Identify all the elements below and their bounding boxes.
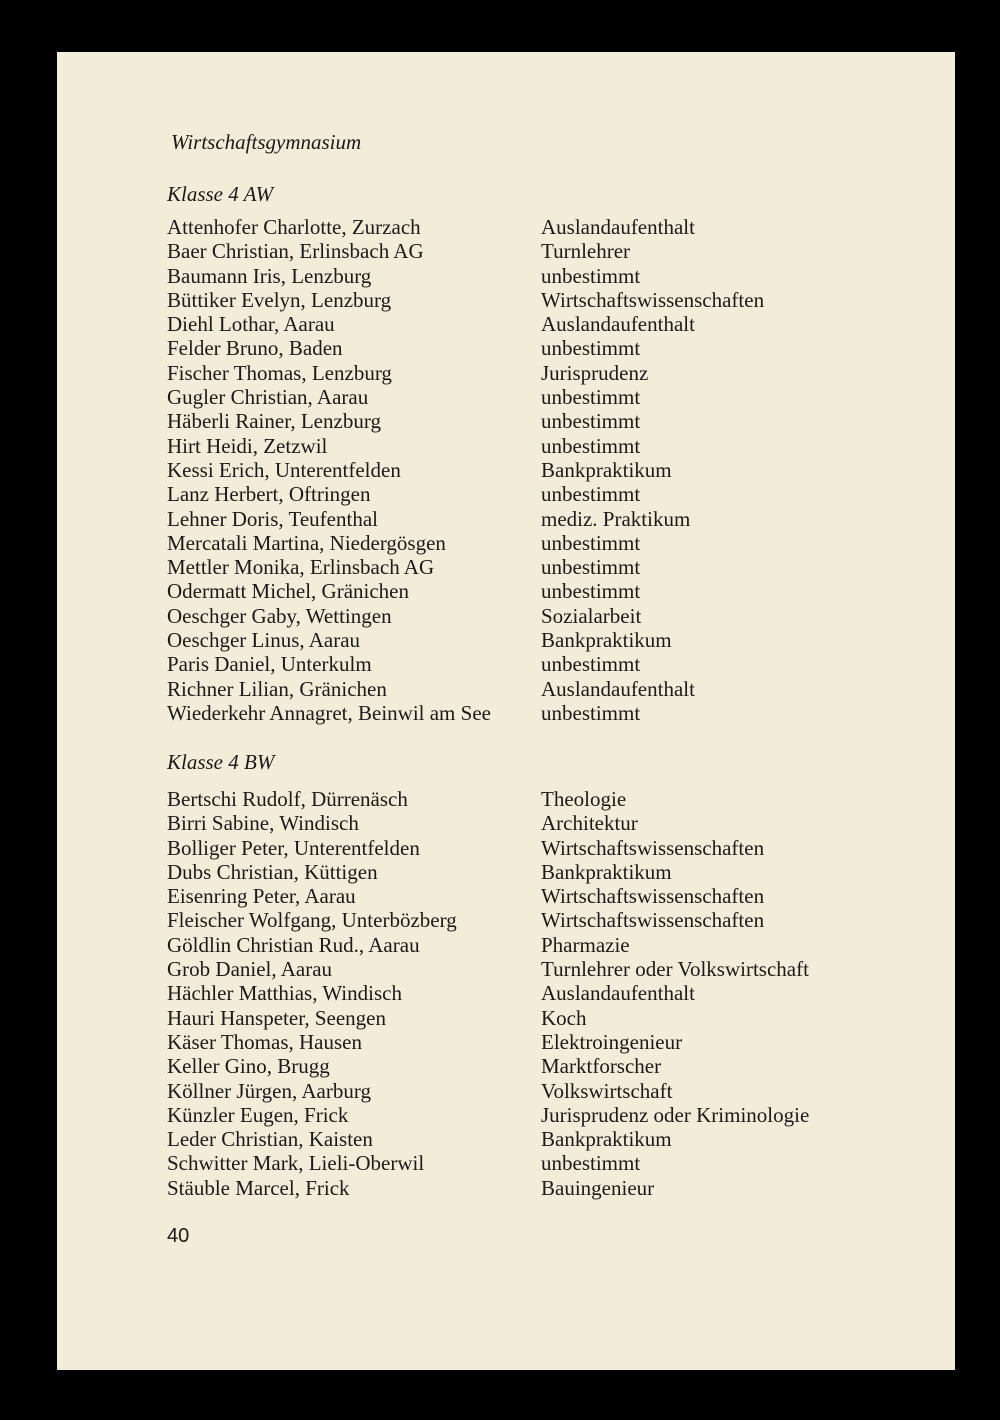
student-name: Keller Gino, Brugg — [167, 1054, 330, 1079]
career-plan: unbestimmt — [541, 336, 641, 361]
career-plan: Bankpraktikum — [541, 1127, 672, 1152]
list-item — [167, 507, 927, 531]
student-name: Kessi Erich, Unterentfelden — [167, 457, 401, 482]
student-name: Paris Daniel, Unterkulm — [167, 652, 372, 677]
student-name: Künzler Eugen, Frick — [167, 1102, 349, 1127]
student-name: Lanz Herbert, Oftringen — [167, 482, 371, 507]
student-name: Hauri Hanspeter, Seengen — [167, 1005, 386, 1030]
list-item — [167, 1079, 927, 1103]
list-item — [167, 787, 927, 811]
career-plan: Architektur — [541, 811, 638, 836]
student-name: Mercatali Martina, Niedergösgen — [167, 530, 446, 555]
student-name: Diehl Lothar, Aarau — [167, 312, 335, 337]
list-item — [167, 957, 927, 981]
student-name: Käser Thomas, Hausen — [167, 1029, 362, 1054]
career-plan: Elektroingenieur — [541, 1029, 683, 1054]
student-name: Odermatt Michel, Gränichen — [167, 579, 409, 604]
list-item — [167, 312, 927, 336]
student-name: Baer Christian, Erlinsbach AG — [167, 239, 424, 264]
student-name: Stäuble Marcel, Frick — [167, 1175, 350, 1200]
list-item — [167, 409, 927, 433]
list-item — [167, 579, 927, 603]
career-plan: Wirtschaftswissenschaften — [541, 287, 765, 312]
list-item — [167, 701, 927, 725]
list-item — [167, 1054, 927, 1078]
class-4bw-list — [167, 787, 927, 1200]
list-item — [167, 1103, 927, 1127]
career-plan: Auslandaufenthalt — [541, 215, 695, 239]
student-name: Oeschger Gaby, Wettingen — [167, 603, 392, 628]
career-plan: Auslandaufenthalt — [541, 981, 695, 1006]
student-name: Göldlin Christian Rud., Aarau — [167, 932, 420, 957]
list-item — [167, 1127, 927, 1151]
list-item — [167, 264, 927, 288]
list-item — [167, 604, 927, 628]
career-plan: Jurisprudenz oder Kriminologie — [541, 1102, 810, 1127]
career-plan: unbestimmt — [541, 263, 641, 288]
page-number: 40 — [167, 1225, 190, 1247]
career-plan: Bauingenieur — [541, 1175, 655, 1200]
student-name: Lehner Doris, Teufenthal — [167, 506, 378, 531]
student-name: Gugler Christian, Aarau — [167, 385, 369, 410]
career-plan: unbestimmt — [541, 385, 641, 410]
career-plan: Auslandaufenthalt — [541, 676, 695, 701]
career-plan: unbestimmt — [541, 555, 641, 580]
student-name: Richner Lilian, Gränichen — [167, 676, 387, 701]
list-item — [167, 981, 927, 1005]
student-name: Eisenring Peter, Aarau — [167, 884, 356, 909]
career-plan: Turnlehrer — [541, 239, 631, 264]
list-item — [167, 1176, 927, 1200]
class-heading-4aw: Klasse 4 AW — [167, 182, 274, 206]
career-plan: unbestimmt — [541, 530, 641, 555]
student-name: Mettler Monika, Erlinsbach AG — [167, 555, 435, 580]
list-item — [167, 652, 927, 676]
student-name: Oeschger Linus, Aarau — [167, 628, 361, 653]
student-name: Wiederkehr Annagret, Beinwil am See — [167, 700, 491, 725]
list-item — [167, 361, 927, 385]
student-name: Felder Bruno, Baden — [167, 336, 343, 361]
career-plan: mediz. Praktikum — [541, 506, 691, 531]
list-item — [167, 836, 927, 860]
list-item — [167, 884, 927, 908]
list-item — [167, 1151, 927, 1175]
career-plan: Bankpraktikum — [541, 457, 672, 482]
career-plan: Wirtschaftswissenschaften — [541, 908, 765, 933]
list-item — [167, 1006, 927, 1030]
student-name: Dubs Christian, Küttigen — [167, 859, 378, 884]
section-title: Wirtschaftsgymnasium — [171, 130, 362, 154]
career-plan: Volkswirtschaft — [541, 1078, 673, 1103]
student-name: Büttiker Evelyn, Lenzburg — [167, 287, 392, 312]
student-name: Köllner Jürgen, Aarburg — [167, 1078, 371, 1103]
student-name: Bertschi Rudolf, Dürrenäsch — [167, 787, 408, 811]
career-plan: unbestimmt — [541, 433, 641, 458]
career-plan: unbestimmt — [541, 652, 641, 677]
career-plan: Sozialarbeit — [541, 603, 642, 628]
list-item — [167, 434, 927, 458]
career-plan: Auslandaufenthalt — [541, 312, 695, 337]
student-name: Fischer Thomas, Lenzburg — [167, 360, 392, 385]
student-name: Fleischer Wolfgang, Unterbözberg — [167, 908, 457, 933]
student-name: Schwitter Mark, Lieli-Oberwil — [167, 1151, 425, 1176]
student-name: Attenhofer Charlotte, Zurzach — [167, 215, 421, 239]
career-plan: unbestimmt — [541, 482, 641, 507]
student-name: Leder Christian, Kaisten — [167, 1127, 373, 1152]
career-plan: Wirtschaftswissenschaften — [541, 884, 765, 909]
list-item — [167, 215, 927, 239]
list-item — [167, 628, 927, 652]
career-plan: Wirtschaftswissenschaften — [541, 835, 765, 860]
career-plan: Theologie — [541, 787, 627, 811]
class-4aw-list — [167, 215, 927, 725]
career-plan: Bankpraktikum — [541, 628, 672, 653]
career-plan: unbestimmt — [541, 1151, 641, 1176]
student-name: Baumann Iris, Lenzburg — [167, 263, 372, 288]
list-item — [167, 908, 927, 932]
list-item — [167, 677, 927, 701]
student-name: Bolliger Peter, Unterentfelden — [167, 835, 420, 860]
career-plan: unbestimmt — [541, 700, 641, 725]
list-item — [167, 482, 927, 506]
list-item — [167, 933, 927, 957]
list-item — [167, 811, 927, 835]
list-item — [167, 385, 927, 409]
career-plan: unbestimmt — [541, 579, 641, 604]
career-plan: Pharmazie — [541, 932, 630, 957]
list-item — [167, 1030, 927, 1054]
class-heading-4bw: Klasse 4 BW — [167, 750, 275, 774]
document-page — [57, 52, 955, 1370]
student-name: Häberli Rainer, Lenzburg — [167, 409, 381, 434]
list-item — [167, 860, 927, 884]
student-name: Grob Daniel, Aarau — [167, 957, 333, 982]
career-plan: unbestimmt — [541, 409, 641, 434]
list-item — [167, 336, 927, 360]
student-name: Hirt Heidi, Zetzwil — [167, 433, 328, 458]
list-item — [167, 288, 927, 312]
career-plan: Jurisprudenz — [541, 360, 649, 385]
career-plan: Marktforscher — [541, 1054, 662, 1079]
student-name: Hächler Matthias, Windisch — [167, 981, 402, 1006]
list-item — [167, 531, 927, 555]
career-plan: Koch — [541, 1005, 587, 1030]
list-item — [167, 555, 927, 579]
student-name: Birri Sabine, Windisch — [167, 811, 359, 836]
career-plan: Bankpraktikum — [541, 859, 672, 884]
list-item — [167, 239, 927, 263]
list-item — [167, 458, 927, 482]
career-plan: Turnlehrer oder Volkswirtschaft — [541, 957, 809, 982]
